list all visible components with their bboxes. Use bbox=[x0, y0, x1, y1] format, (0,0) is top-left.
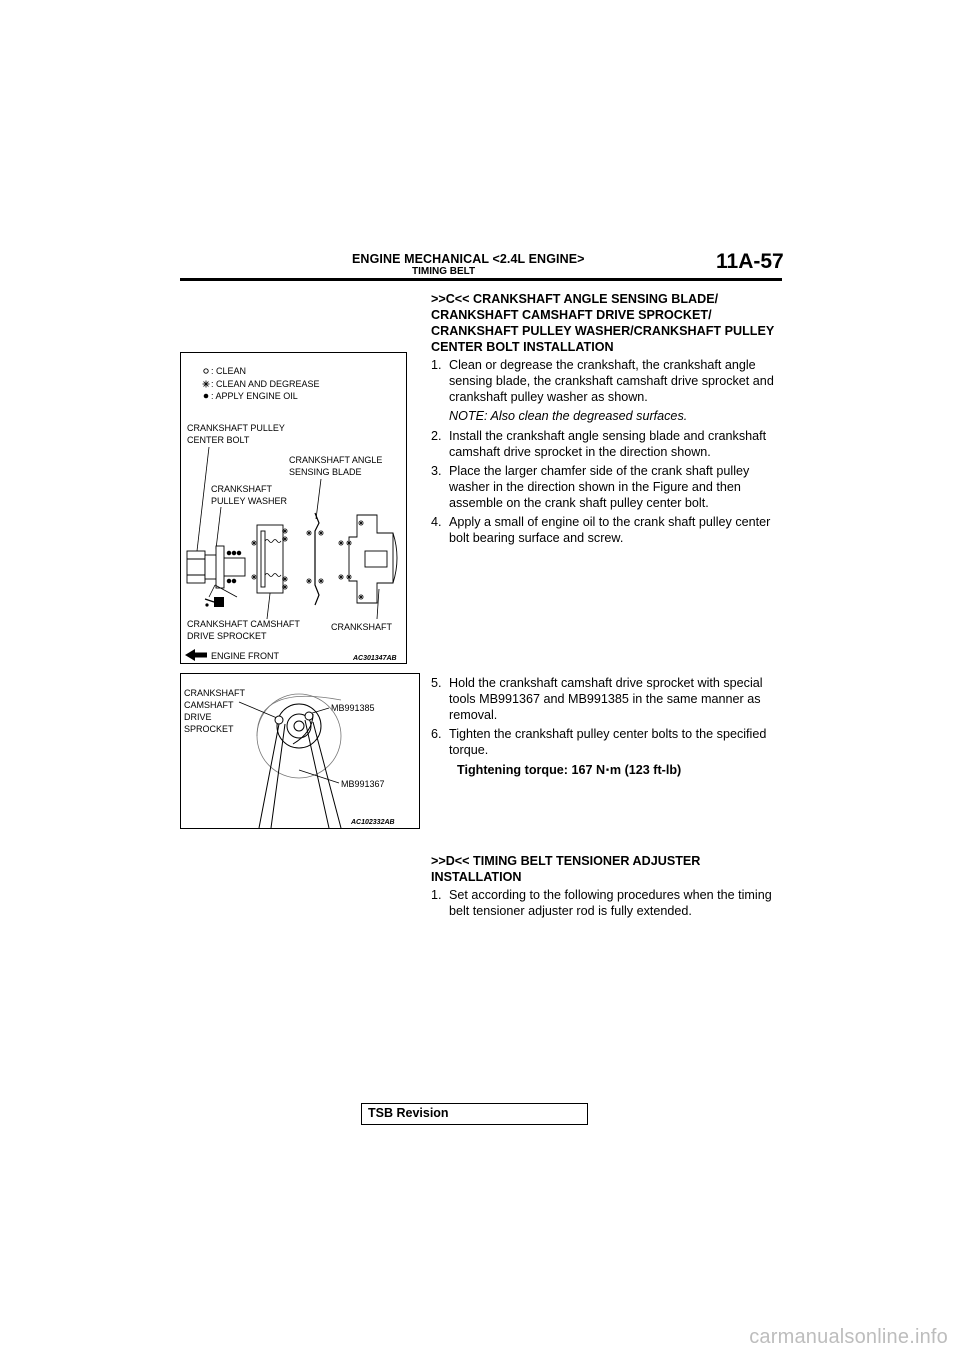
torque-spec: Tightening torque: 167 N⋅m (123 ft-lb) bbox=[457, 763, 682, 777]
step-item: 6. Tighten the crankshaft pulley center bolts to the specified torque. bbox=[431, 727, 767, 757]
step-item: 1. Set according to the following procedures when the timing belt tensioner adjuster rod is fully extended. bbox=[431, 888, 772, 918]
section-d-block bbox=[431, 853, 781, 922]
label-sprocket-3: DRIVE bbox=[184, 712, 212, 722]
section-subtitle: TIMING BELT bbox=[412, 266, 476, 277]
figure-special-tools bbox=[180, 673, 420, 829]
label-sprocket-2: DRIVE SPROCKET bbox=[187, 631, 267, 641]
legend-oil: : APPLY ENGINE OIL bbox=[211, 391, 298, 401]
tsb-revision-box bbox=[361, 1103, 588, 1125]
label-tool-mb991367: MB991367 bbox=[341, 779, 385, 789]
step-item: 1. Clean or degrease the crankshaft, the crankshaft angle sensing blade, the crankshaft camshaft drive sprocket and crankshaft pulley washer as shown. bbox=[431, 358, 774, 404]
figure-code: AC102332AB bbox=[351, 819, 395, 826]
tsb-revision-label: TSB Revision bbox=[368, 1106, 449, 1120]
angle-blade-part bbox=[315, 513, 319, 605]
label-center-bolt: CRANKSHAFT PULLEY bbox=[187, 423, 285, 433]
label-angle-blade-2: SENSING BLADE bbox=[289, 467, 362, 477]
legend-degrease: : CLEAN AND DEGREASE bbox=[211, 379, 320, 389]
watermark: carmanualsonline.info bbox=[749, 1326, 948, 1348]
label-washer-2: PULLEY WASHER bbox=[211, 496, 288, 506]
label-crankshaft: CRANKSHAFT bbox=[331, 622, 393, 632]
section-d-title: >>D<< TIMING BELT TENSIONER ADJUSTER INSTALLATION bbox=[431, 854, 701, 884]
label-center-bolt-2: CENTER BOLT bbox=[187, 435, 250, 445]
step-item: 2. Install the crankshaft angle sensing blade and crankshaft camshaft drive sprocket in the direction shown. bbox=[431, 429, 767, 459]
oil-can-icon bbox=[205, 597, 224, 607]
label-sprocket-2: CAMSHAFT bbox=[184, 700, 234, 710]
figure-code: AC301347AB bbox=[353, 655, 397, 662]
arrow-left-icon bbox=[185, 649, 207, 661]
label-angle-blade: CRANKSHAFT ANGLE bbox=[289, 455, 383, 465]
asterisk-icon bbox=[203, 381, 210, 388]
label-washer: CRANKSHAFT bbox=[211, 484, 273, 494]
figure-crankshaft-assembly bbox=[180, 352, 407, 664]
circle-icon bbox=[204, 369, 208, 373]
label-sprocket: CRANKSHAFT bbox=[184, 688, 246, 698]
dot-icon bbox=[204, 394, 209, 399]
section-title: ENGINE MECHANICAL <2.4L ENGINE> bbox=[352, 252, 585, 266]
legend-clean: : CLEAN bbox=[211, 366, 247, 376]
header-rule bbox=[180, 278, 782, 281]
label-engine-front: ENGINE FRONT bbox=[211, 651, 280, 661]
section-c-block bbox=[431, 291, 781, 549]
sprocket-part bbox=[257, 525, 283, 593]
label-sprocket: CRANKSHAFT CAMSHAFT bbox=[187, 619, 300, 629]
note-text: NOTE: Also clean the degreased surfaces. bbox=[449, 409, 688, 423]
page-number: 11A-57 bbox=[716, 250, 784, 273]
step-item: 5. Hold the crankshaft camshaft drive sprocket with special tools MB991367 and MB991385 in the same manner as removal. bbox=[431, 676, 763, 722]
crankshaft-part bbox=[349, 515, 397, 603]
step-item: 3. Place the larger chamfer side of the crank shaft pulley washer in the direction shown in the Figure and then assemble on the crank shaft pulley center bolt. bbox=[431, 464, 750, 510]
label-sprocket-4: SPROCKET bbox=[184, 724, 234, 734]
section-c-title: >>C<< CRANKSHAFT ANGLE SENSING BLADE/ CRANKSHAFT CAMSHAFT DRIVE SPROCKET/ CRANKSHAFT PULLEY WASHER/CRANKSHAFT PULLEY CENTER BOLT INSTALLATION bbox=[431, 292, 775, 354]
label-tool-mb991385: MB991385 bbox=[331, 703, 375, 713]
section-c-block-2 bbox=[431, 675, 781, 778]
step-item: 4. Apply a small of engine oil to the crank shaft pulley center bolt bearing surface and screw. bbox=[431, 515, 771, 545]
